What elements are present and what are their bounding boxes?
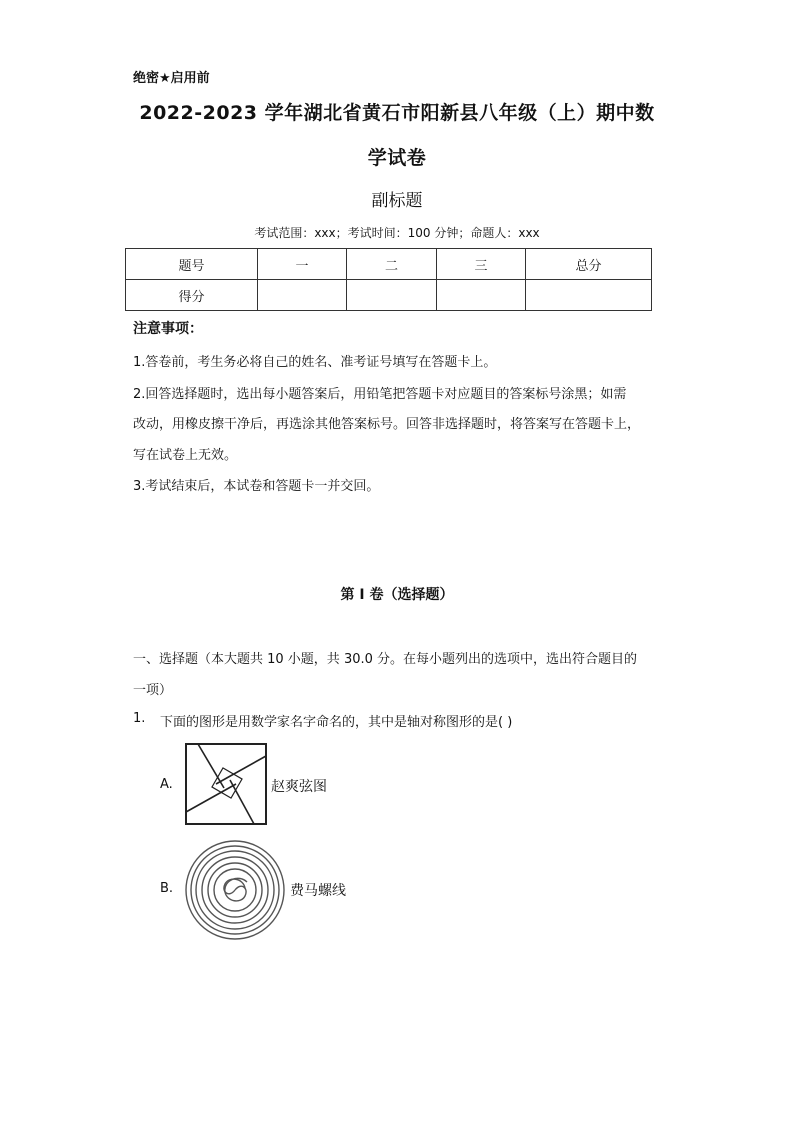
exam-title-line1: 2022-2023 学年湖北省黄石市阳新县八年级（上）期中数 — [139, 102, 655, 124]
score-cell — [258, 280, 347, 311]
option-a-letter: A. — [160, 777, 173, 792]
score-cell: 二 — [347, 249, 437, 280]
option-b-letter: B. — [160, 881, 174, 896]
confidential-mark: 绝密★启用前 — [133, 71, 210, 86]
notice-line: 改动，用橡皮擦干净后，再选涂其他答案标号。回答非选择题时，将答案写在答题卡上， — [133, 417, 641, 432]
score-cell: 得分 — [126, 280, 258, 311]
score-cell: 总分 — [526, 249, 652, 280]
exam-subtitle: 副标题 — [371, 191, 423, 211]
score-cell: 题号 — [126, 249, 258, 280]
notice-line: 3.考试结束后，本试卷和答题卡一并交回。 — [133, 479, 380, 494]
notice-line: 2.回答选择题时，选出每小题答案后，用铅笔把答题卡对应题目的答案标号涂黑；如需 — [133, 387, 627, 402]
option-a-caption: 赵爽弦图 — [271, 779, 327, 795]
score-table-score-row — [126, 280, 652, 311]
exam-meta-info: 考试范围：xxx；考试时间：100 分钟；命题人：xxx — [254, 226, 540, 240]
score-table — [125, 248, 652, 311]
fermat-spiral-icon — [183, 838, 287, 942]
notice-heading: 注意事项： — [133, 321, 203, 337]
option-b-caption: 费马螺线 — [290, 883, 346, 899]
part-one-heading-cont: 一项） — [133, 683, 173, 698]
notice-line: 写在试卷上无效。 — [133, 448, 238, 463]
score-table-header-row — [126, 249, 652, 280]
zhao-shuang-diagram-icon — [184, 742, 268, 826]
score-cell: 一 — [258, 249, 347, 280]
notice-line: 1.答卷前，考生务必将自己的姓名、准考证号填写在答题卡上。 — [133, 355, 497, 370]
question-1-number: 1. — [133, 711, 146, 726]
score-cell — [347, 280, 437, 311]
question-1-stem: 下面的图形是用数学家名字命名的，其中是轴对称图形的是( ) — [160, 715, 513, 730]
section-title: 第 I 卷（选择题） — [340, 587, 454, 603]
score-cell: 三 — [437, 249, 526, 280]
score-cell — [437, 280, 526, 311]
part-one-heading: 一、选择题（本大题共 10 小题，共 30.0 分。在每小题列出的选项中，选出符合题目的 — [133, 652, 638, 667]
score-cell — [526, 280, 652, 311]
exam-title-line2: 学试卷 — [367, 147, 427, 169]
